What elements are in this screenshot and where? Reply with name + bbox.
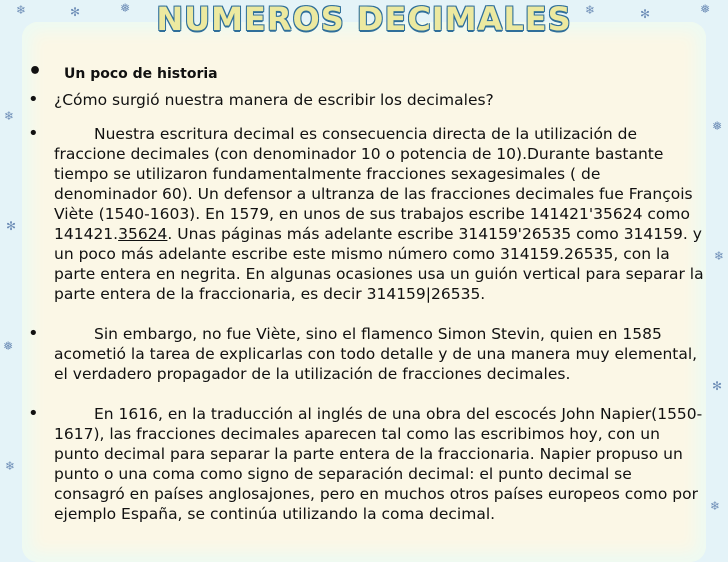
snowflake-icon: ❅	[700, 2, 711, 16]
snowflake-icon: ✻	[70, 5, 81, 19]
bullet-paragraph-2	[24, 324, 704, 384]
bullet: •	[28, 89, 39, 110]
paragraph-1-text: Nuestra escritura decimal es consecuencia directa de la utilización de fraccione decimales (con denominador 10 o potencia de 10).Durante bastante tiempo se utilizaron fundamentalmente fracciones sexagesimales ( de denominador 60). Un defensor a ultranza de las fracciones decimales fue François Viète (1540-1603). En 1579, en unos de sus trabajos escribe 141421'35624 como 141421.	[54, 125, 693, 243]
snowflake-icon: ❄	[710, 499, 721, 513]
paragraph-2-text: Sin embargo, no fue Viète, sino el flamenco Simon Stevin, quien en 1585 acometió la tarea de explicarlas con todo detalle y de una manera muy elemental, el verdadero propagador de la utilización de fracciones decimales.	[54, 325, 698, 383]
slide-title: NUMEROS DECIMALES	[156, 0, 572, 38]
snowflake-icon: ❄	[4, 109, 15, 123]
paragraph-3-text: En 1616, en la traducción al inglés de una obra del escocés John Napier(1550-1617), las fracciones decimales aparecen tal como las escribimos hoy, con un punto decimal para separar la parte entera de la fraccionaria. Napier propuso un punto o una coma como signo de separación decimal: el punto decimal se consagró en países anglosajones, pero en muchos otros países europeos como por ejemplo España, se continúa utilizando la coma decimal.	[54, 405, 703, 523]
snowflake-icon: ❅	[120, 1, 131, 15]
slide-content	[24, 59, 704, 524]
bullet: •	[28, 323, 39, 344]
paragraph-1-text-end: . Unas páginas más adelante escribe 314159'26535 como 314159. y un poco más adelante escribe este mismo número como 314159.26535, con la parte entera en negrita. En algunas ocasiones usa un guión vertical para separar la parte entera de la fraccionaria, es decir 314159|26535.	[54, 225, 704, 303]
section-heading: Un poco de historia	[64, 66, 218, 82]
bullet-paragraph-3	[24, 404, 704, 524]
bullet: •	[28, 123, 39, 144]
bullet-question	[24, 90, 704, 110]
bullet-heading	[24, 59, 704, 84]
snowflake-icon: ❄	[16, 3, 27, 17]
snowflake-icon: ❄	[714, 249, 725, 263]
snowflake-icon: ❅	[712, 119, 723, 133]
snowflake-icon: ❄	[585, 3, 596, 17]
bullet-paragraph-1	[24, 124, 704, 304]
bullet: •	[28, 403, 39, 424]
snowflake-icon: ✻	[712, 379, 723, 393]
bullet: •	[28, 59, 43, 84]
snowflake-icon: ✻	[640, 7, 651, 21]
snowflake-icon: ❅	[3, 339, 14, 353]
question-text: ¿Cómo surgió nuestra manera de escribir los decimales?	[54, 91, 494, 109]
snowflake-icon: ❄	[5, 459, 16, 473]
snowflake-icon: ✻	[6, 219, 17, 233]
underlined-digits: 35624	[118, 225, 168, 243]
